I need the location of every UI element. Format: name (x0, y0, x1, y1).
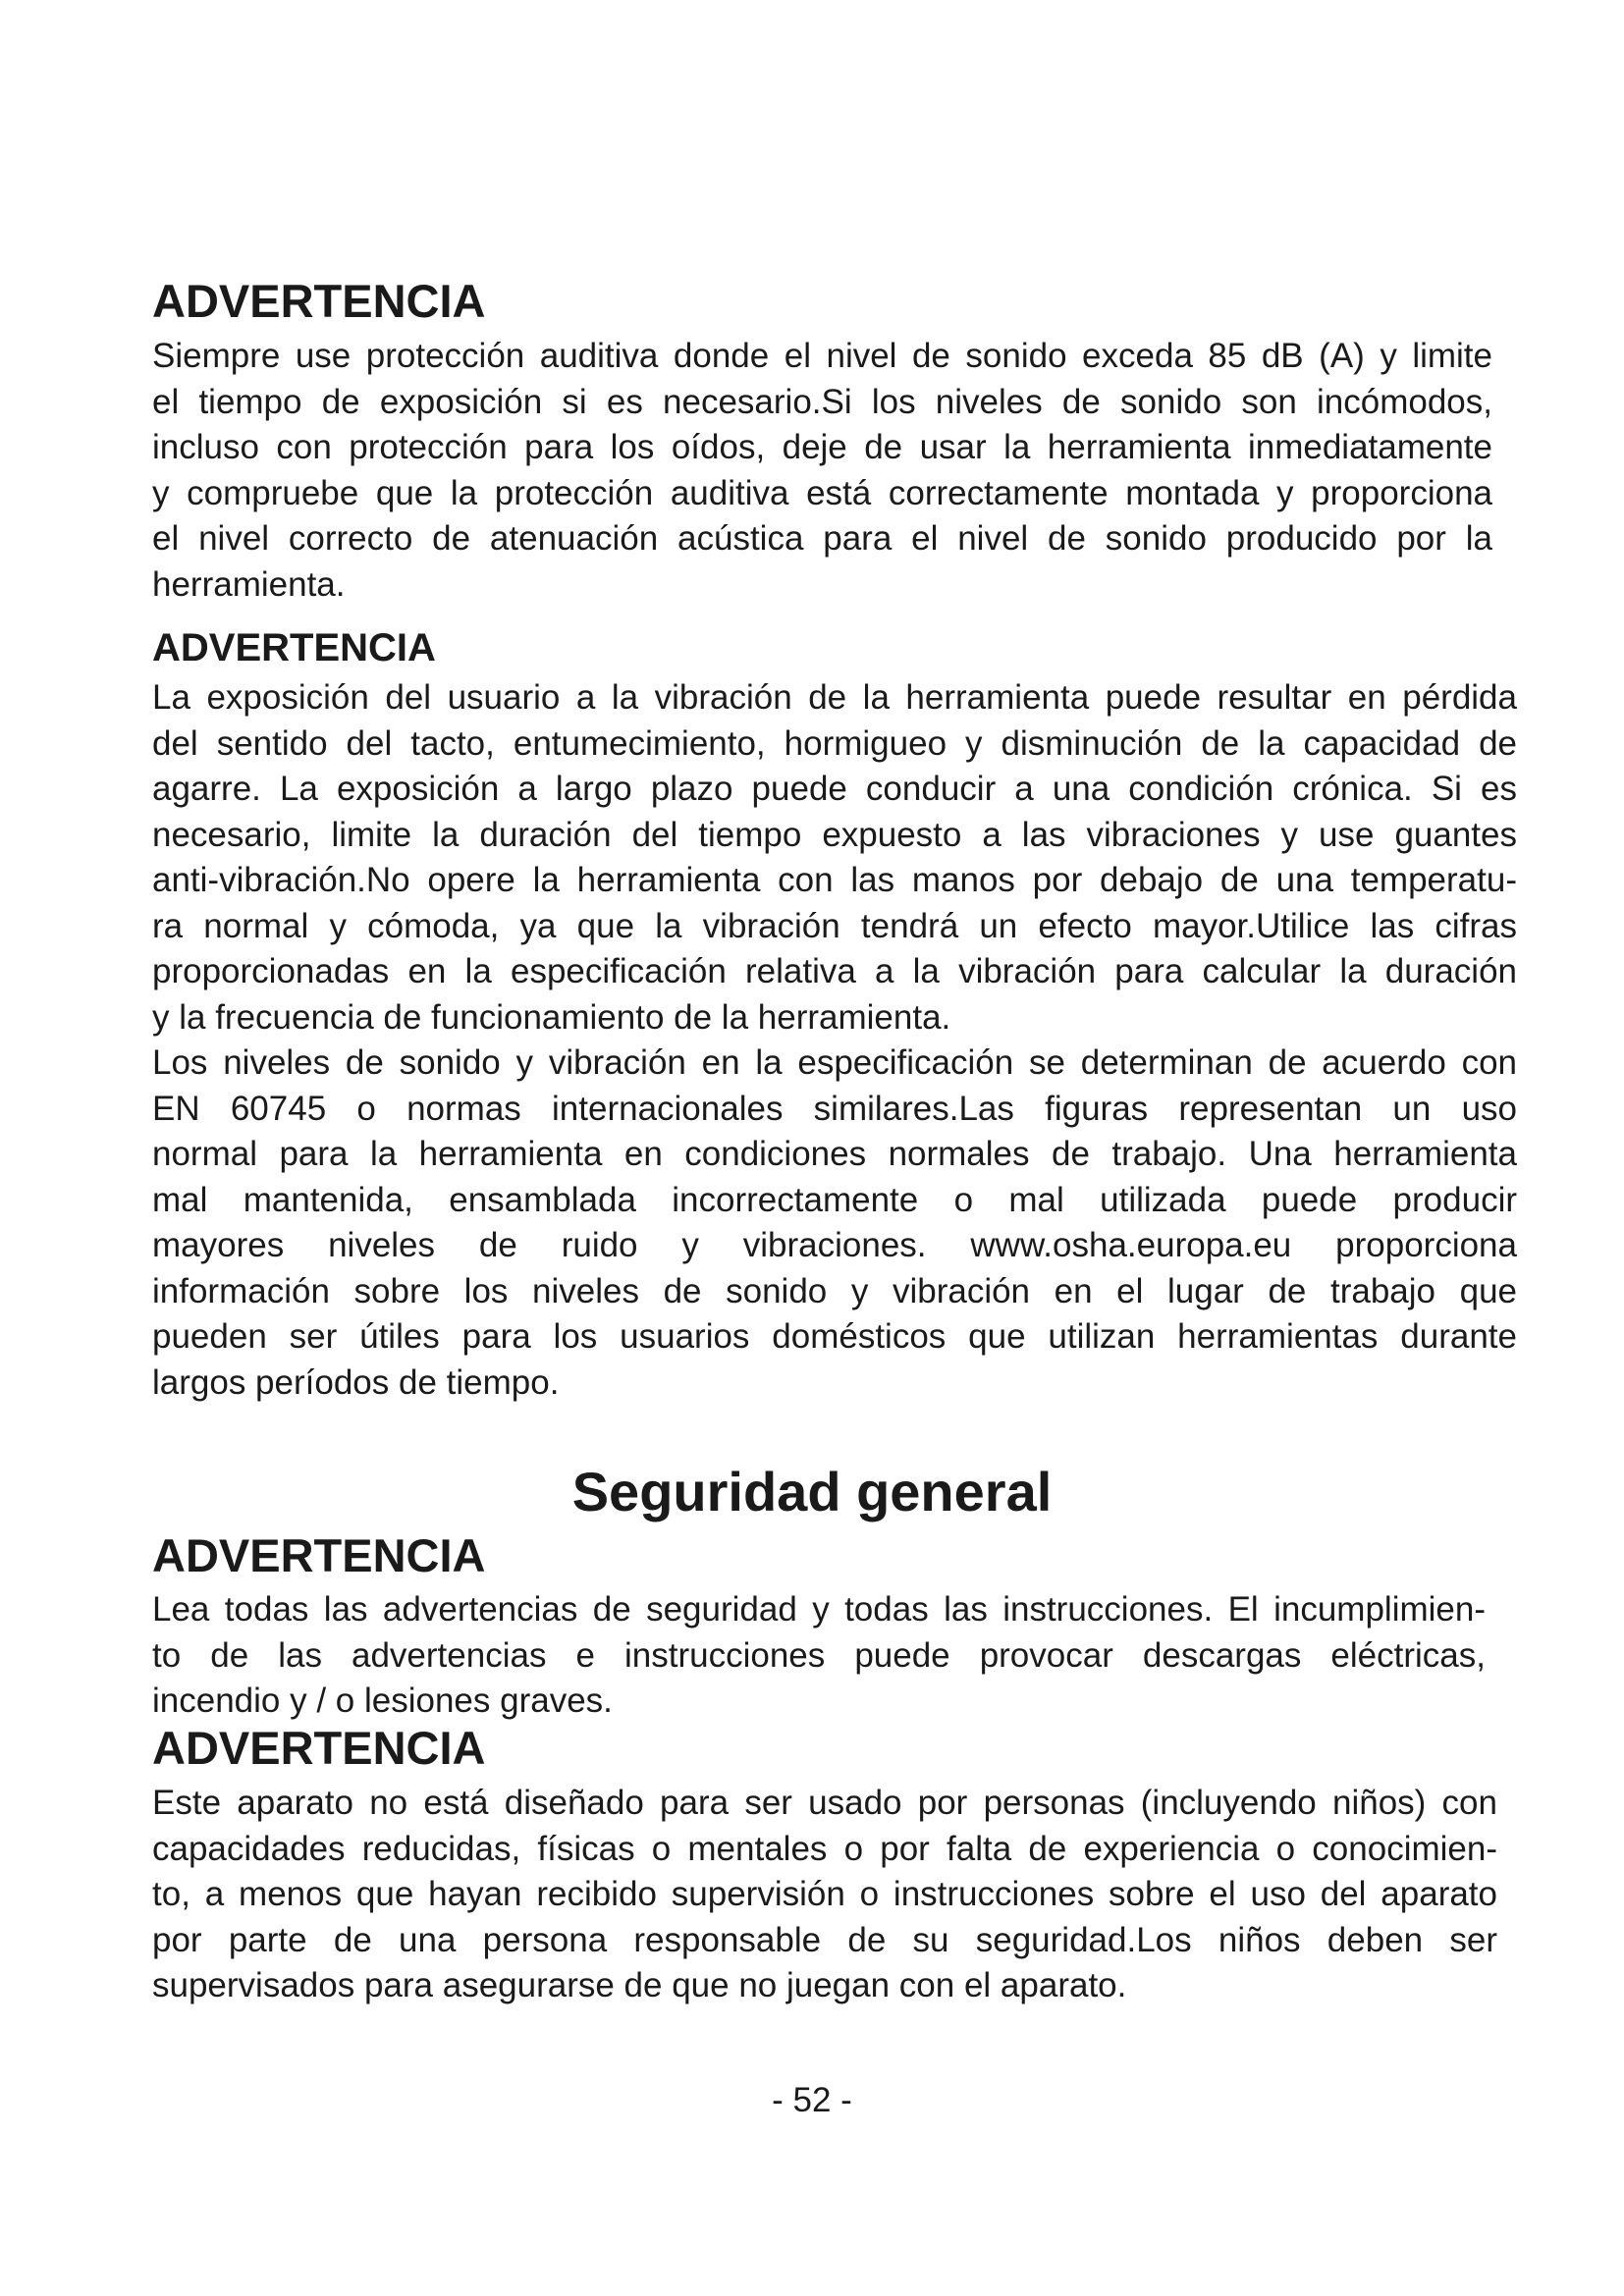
text-line: información sobre los niveles de sonido y vibración en el lugar de trabajo que (152, 1271, 1517, 1310)
warning-heading-hearing: ADVERTENCIA (152, 275, 486, 327)
text-line: anti-vibración.No opere la herramienta con las manos por debajo de una temperatu- (152, 861, 1517, 899)
warning-text-children (152, 1781, 1497, 2009)
text-line: del sentido del tacto, entumecimiento, hormigueo y disminución de la capacidad de (152, 723, 1517, 763)
warning-text-read-instructions (152, 1587, 1486, 1725)
warning-heading-read-instructions: ADVERTENCIA (152, 1529, 486, 1581)
warning-heading-children: ADVERTENCIA (152, 1722, 486, 1774)
text-line: el tiempo de exposición si es necesario.Si los niveles de sonido son incómodos, (152, 382, 1492, 421)
text-line: herramienta. (152, 564, 346, 604)
text-line: normal para la herramienta en condiciones normales de trabajo. Una herramienta (152, 1135, 1517, 1173)
text-line: y compruebe que la protección auditiva está correctamente montada y proporciona (152, 473, 1492, 512)
text-line: el nivel correcto de atenuación acústica para el nivel de sonido producido por la (152, 519, 1492, 558)
text-line: Siempre use protección auditiva donde el nivel de sonido exceda 85 dB (A) y limite (152, 337, 1492, 375)
text-line: supervisados para asegurarse de que no juegan con el aparato. (152, 1966, 1127, 2004)
warning-text-vibration (152, 675, 1517, 1406)
text-line: necesario, limite la duración del tiempo expuesto a las vibraciones y use guantes (152, 815, 1517, 854)
text-line: EN 60745 o normas internacionales similares.Las figuras representan un uso (152, 1089, 1517, 1128)
page-number: - 52 - (772, 2081, 852, 2119)
text-line: incendio y / o lesiones graves. (152, 1682, 613, 1720)
text-line: capacidades reducidas, físicas o mentales o por falta de experiencia o conocimien- (152, 1829, 1497, 1868)
text-line: mal mantenida, ensamblada incorrectamente o mal utilizada puede producir (152, 1180, 1517, 1219)
text-line: ra normal y cómoda, ya que la vibración tendrá un efecto mayor.Utilice las cifras (152, 906, 1517, 945)
warning-text-hearing (152, 334, 1492, 608)
text-line: to de las advertencias e instrucciones puede provocar descargas eléctricas, (152, 1635, 1486, 1675)
text-line: Los niveles de sonido y vibración en la especificación se determinan de acuerdo con (152, 1043, 1517, 1082)
text-line: Lea todas las advertencias de seguridad y todas las instrucciones. El incumplimien- (152, 1590, 1486, 1629)
text-line: incluso con protección para los oídos, deje de usar la herramienta inmediatamente (152, 428, 1492, 466)
text-line: La exposición del usuario a la vibración de la herramienta puede resultar en pérdida (152, 678, 1517, 717)
text-line: Este aparato no está diseñado para ser usado por personas (incluyendo niños) con (152, 1784, 1497, 1822)
warning-heading-vibration: ADVERTENCIA (152, 626, 436, 669)
text-line: to, a menos que hayan recibido supervisión o instrucciones sobre el uso del aparato (152, 1875, 1497, 1913)
text-line: proporcionadas en la especificación relativa a la vibración para calcular la duración (152, 952, 1517, 990)
text-line: agarre. La exposición a largo plazo puede conducir a una condición crónica. Si es (152, 770, 1517, 808)
text-line: largos períodos de tiempo. (152, 1362, 560, 1402)
text-line: pueden ser útiles para los usuarios domésticos que utilizan herramientas durante (152, 1317, 1517, 1356)
text-line: por parte de una persona responsable de su seguridad.Los niños deben ser (152, 1920, 1497, 1959)
text-line: mayores niveles de ruido y vibraciones. www.osha.europa.eu proporciona (152, 1226, 1517, 1264)
section-title-general-safety: Seguridad general (571, 1461, 1053, 1522)
text-line: y la frecuencia de funcionamiento de la herramienta. (152, 997, 951, 1037)
